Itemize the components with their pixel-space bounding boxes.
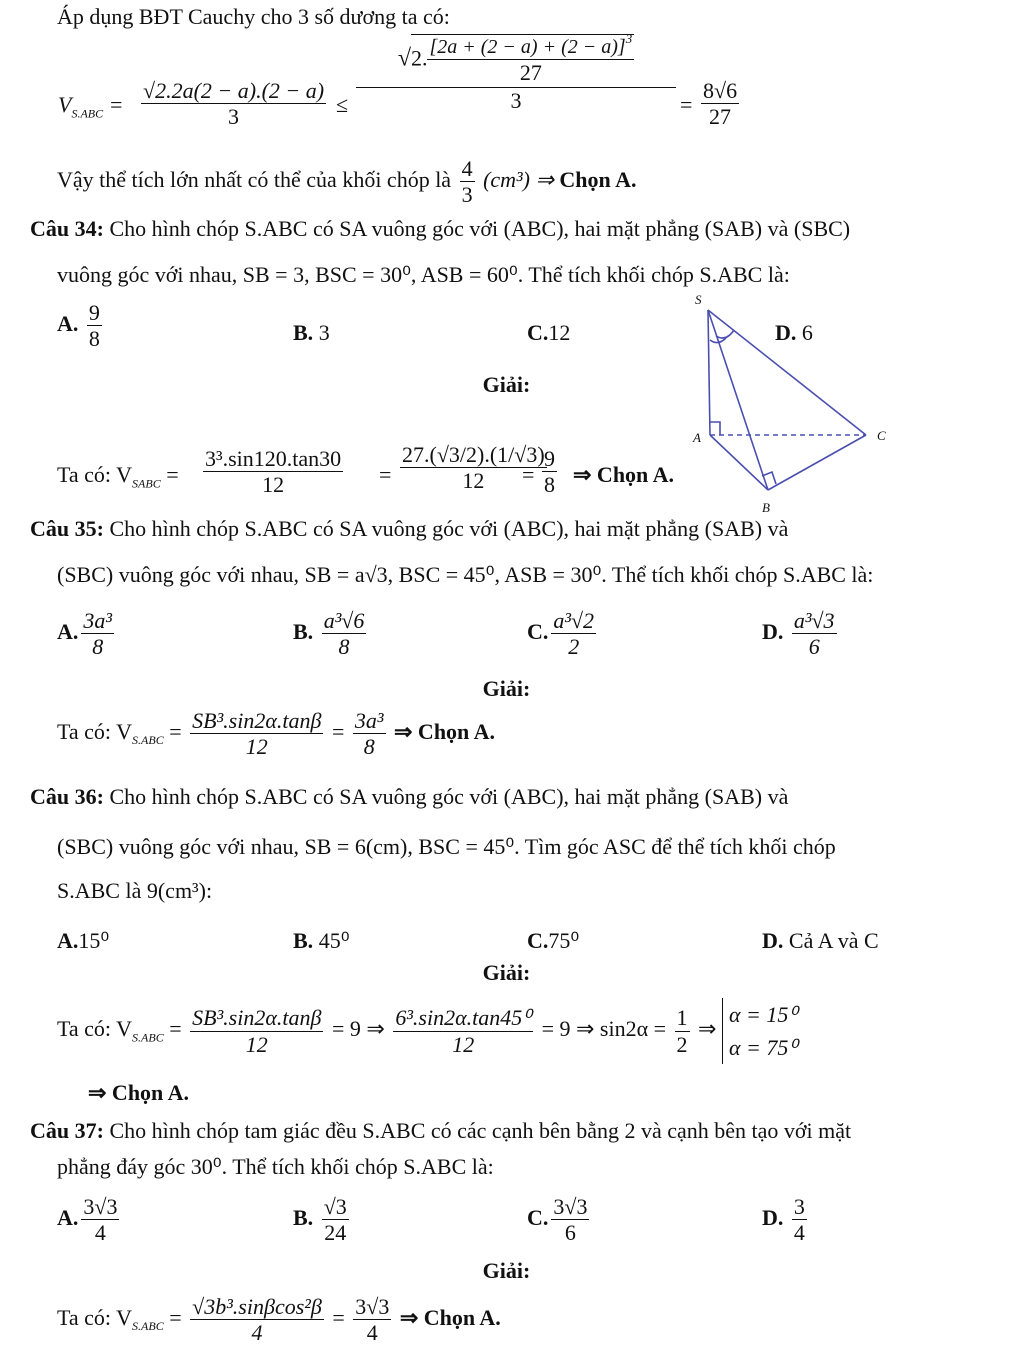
q36-text-2: (SBC) vuông góc với nhau, SB = 6(cm), BSC = 45⁰. Tìm góc ASC để thể tích khối chóp [57, 834, 836, 859]
q36-option-a: A.15⁰ [57, 928, 110, 953]
q35-option-a: A. $\frac{\text{3a³}}{8}$ [57, 608, 112, 660]
q36-solution: Ta có: $V_{S.ABC}$ = $\frac{\text{SB³.sin2α.tanβ}}{12}$ = 9 ⇒ $\frac{\text{6³.sin2α.tan45⁰}}{12}$ = 9 ⇒ sin2α = $\frac{1}{2}$ ⇒ α = 15⁰ α = 75⁰ [57, 998, 797, 1064]
q34-solution-title: Giải: [482, 372, 531, 397]
q37-text-1: Câu 37: Cho hình chóp tam giác đều S.ABC có các cạnh bên bằng 2 và cạnh bên tạo với mặt [30, 1118, 852, 1143]
label-C: C [877, 428, 886, 443]
q35-solution-title: Giải: [482, 676, 531, 701]
q37-text-2: phẳng đáy góc 30⁰. Thể tích khối chóp S.ABC là: [57, 1154, 494, 1179]
label-S: S [695, 292, 702, 307]
volume-symbol: V [58, 92, 72, 117]
volume-subscript: S.ABC [71, 106, 104, 121]
q35-solution: Ta có: $V_{S.ABC}$ = $\frac{\text{SB³.sin2α.tanβ}}{12}$ = $\frac{\text{3a³}}{8}$ ⇒ Chọn A. [57, 708, 495, 760]
q37-solution: Ta có: $V_{S.ABC}$ = $\frac{\text{√3b³.sinβcos²β}}{4}$ = $\frac{3√3}{4}$ ⇒ Chọn A. [57, 1294, 501, 1346]
q35-option-c: C. $\frac{\text{a³√2}}{2}$ [527, 608, 595, 660]
q36-solution-title: Giải: [482, 960, 531, 985]
cauchy-fraction-1: $\frac{√2.2a(2 - a).(2 - a)}{3}$ [143, 78, 325, 130]
label-B: B [762, 500, 770, 515]
q36-text-1: Câu 36: Cho hình chóp S.ABC có SA vuông góc với (ABC), hai mặt phẳng (SAB) và [30, 784, 789, 809]
q37-option-c: C. $\frac{3√3}{6}$ [527, 1194, 588, 1246]
q34-text-1: Câu 34: Cho hình chóp S.ABC có SA vuông góc với (ABC), hai mặt phẳng (SAB) và (SBC) [30, 216, 851, 241]
pyramid-figure [690, 290, 900, 515]
q34-option-a: A. $\frac{9}{8}$ [57, 300, 100, 352]
page: Áp dụng BĐT Cauchy cho 3 số dương ta có: $V_{S.ABC}$ = $\frac{√2.2a(2 - a).(2 - a)}{3}$ ≤ √2. $\frac{[2a + (2 - a) + (2 - a)]^3}{27}$ 3 = $\frac{8√6}{27}$ Vậy thể tích lớn nhất có thể của khối chóp là $\frac{4}{3}$ (cm³) ⇒ Chọn A. Câu 34: Cho hình chóp S.ABC có SA vuông góc với (ABC), hai mặt phẳng (SAB) và (SBC) vuông góc với nhau, SB = 3, BSC = 30⁰, ASB = 60⁰. Thể tích khối chóp S.ABC là: A. $\frac{9}{8}$ B. 3 C.12 D. 6 S A B C Giải: Ta có: $V_{SABC}$ = $\frac{\text{3³.sin120.tan30}}{12}$ = $\frac{27.(√3/2).(1/√3)}{12}$ = $\frac{9}{8}$ ⇒ Chọn A. Câu 35: Cho hình chóp S.ABC có SA vuông góc với (ABC), hai mặt phẳng (SAB) và (SBC) vuông góc với nhau, SB = a√3, BSC = 45⁰, ASB = 30⁰. Thể tích khối chóp S.ABC là: A. $\frac{\text{3a³}}{8}$ B. $\frac{\text{a³√6}}{8}$ C. $\frac{\text{a³√2}}{2}$ D. $\frac{\text{a³√3}}{6}$ Giải: Ta có: $V_{S.ABC}$ = $\frac{\text{SB³.sin2α.tanβ}}{12}$ = $\frac{\text{3a³}}{8}$ ⇒ Chọn A. Câu 36: Cho hình chóp S.ABC có SA vuông góc với (ABC), hai mặt phẳng (SAB) và (SBC) vuông góc với nhau, SB = 6(cm), BSC = 45⁰. Tìm góc ASC để thể tích khối chóp S.ABC là 9(cm³): A.15⁰ B. 45⁰ C.75⁰ D. Cả A và C Giải: Ta có: $V_{S.ABC}$ = $\frac{\text{SB³.sin2α.tanβ}}{12}$ = 9 ⇒ $\frac{\text{6³.sin2α.tan45⁰}}{12}$ = 9 ⇒ sin2α = $\frac{1}{2}$ ⇒ α = 15⁰ α = 75⁰ ⇒ Chọn A. Câu 37: Cho hình chóp tam giác đều S.ABC có các cạnh bên bằng 2 và cạnh bên tạo với mặt phẳng đáy góc 30⁰. Thể tích khối chóp S.ABC là: A. $\frac{3√3}{4}$ B. $\frac{√3}{24}$ C. $\frac{3√3}{6}$ D. $\frac{3}{4}$ Giải: Ta có: $V_{S.ABC}$ = $\frac{\text{√3b³.sinβcos²β}}{4}$ = $\frac{3√3}{4}$ ⇒ Chọn A. [0, 0, 1013, 1369]
q35-option-b: B. $\frac{\text{a³√6}}{8}$ [293, 608, 365, 660]
cauchy-result: $\frac{8√6}{27}$ [703, 78, 738, 130]
intro-line: Áp dụng BĐT Cauchy cho 3 số dương ta có: [57, 4, 450, 29]
intro-conclusion: Vậy thể tích lớn nhất có thể của khối chóp là $\frac{4}{3}$ (cm³) ⇒ Chọn A. [57, 156, 637, 208]
le-sign: ≤ [336, 92, 349, 117]
angle-mark-2 [716, 330, 734, 338]
label-A: A [693, 430, 701, 445]
cauchy-fraction-2: √2. $\frac{[2a + (2 - a) + (2 - a)]^3}{27}$ 3 [356, 34, 676, 115]
q35-option-d: D. $\frac{\text{a³√3}}{6}$ [762, 608, 835, 660]
q37-option-b: B. $\frac{√3}{24}$ [293, 1194, 347, 1246]
q36-cases: α = 15⁰ α = 75⁰ [722, 998, 797, 1064]
q34-option-c: C.12 [527, 320, 571, 345]
q36-text-3: S.ABC là 9(cm³): [57, 878, 213, 903]
q34-option-b: B. 3 [293, 320, 330, 345]
q34-text-2: vuông góc với nhau, SB = 3, BSC = 30⁰, ASB = 60⁰. Thể tích khối chóp S.ABC là: [57, 262, 790, 287]
q37-option-a: A. $\frac{3√3}{4}$ [57, 1194, 118, 1246]
edge-BC [768, 435, 866, 490]
q36-option-c: C.75⁰ [527, 928, 580, 953]
q35-text-2: (SBC) vuông góc với nhau, SB = a√3, BSC = 45⁰, ASB = 30⁰. Thể tích khối chóp S.ABC là: [57, 562, 874, 587]
q35-text-1: Câu 35: Cho hình chóp S.ABC có SA vuông góc với (ABC), hai mặt phẳng (SAB) và [30, 516, 789, 541]
q34-option-d: D. 6 [775, 320, 813, 345]
q36-option-b: B. 45⁰ [293, 928, 350, 953]
q37-option-d: D. $\frac{3}{4}$ [762, 1194, 805, 1246]
q37-solution-title: Giải: [482, 1258, 531, 1283]
q36-choose: ⇒ Chọn A. [88, 1080, 189, 1105]
q36-option-d: D. Cả A và C [762, 928, 879, 953]
right-angle-A [710, 422, 720, 435]
